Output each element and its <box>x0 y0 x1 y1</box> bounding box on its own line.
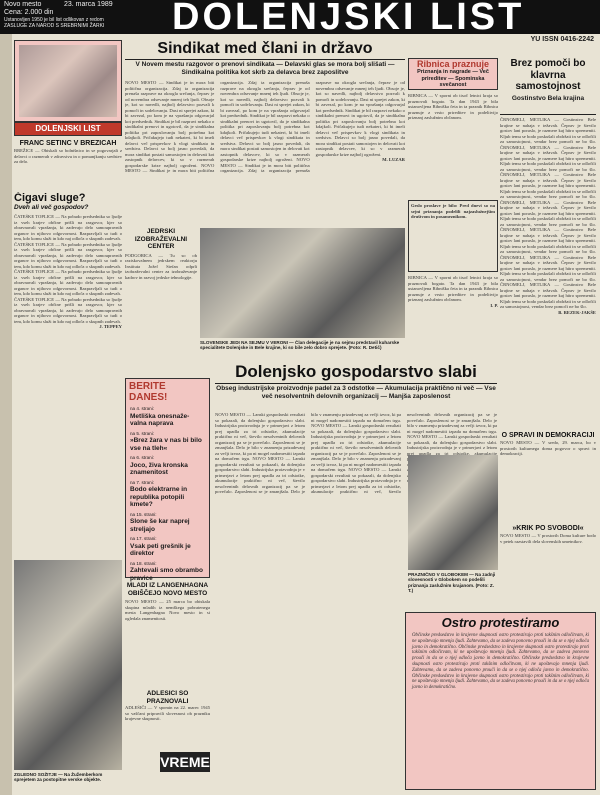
ostro-body-text-repeat-2: Občinske predsedstvo in krajevne skupnosti ostro protestirajo proti takšnim odločitvam, ki ne upoštevajo mnenja ljudi. Zahtevamo, da se zadeva ponovno prouči in da se o njej odloča javno in demokratično. <box>412 656 589 673</box>
adlesici-body: ADLEŠIČI — V spomin na 22. marec 1945 so vaščani pripravili slovesnost ob prazniku krajevne skupnosti. <box>125 705 210 721</box>
right-body-text: ČRNOMELJ, METLIKA — Gostinstvo Bele krajine se nahaja v težavah. Čeprav je število gostov lani poraslo, je razmere kaj hitro spremeniti. Kljub temu se bodo poskušali obdržati in se odločili za samostojnost, vendar brez pomoči ne bo šlo. <box>500 117 596 144</box>
berite-danes-box <box>125 378 210 582</box>
right-body-text-repeat: ČRNOMELJ, METLIKA — Gostinstvo Bele krajine se nahaja v težavah. Čeprav je število gostov lani poraslo, je razmere kaj hitro spremeniti. Kljub temu se bodo poskušali obdržati in se odločili za samostojnost, vendar brez pomoči ne bo šlo. <box>500 144 596 172</box>
ostro-body-text: Občinske predsedstvo in krajevne skupnosti ostro protestirajo proti takšnim odločitvam, ki ne upoštevajo mnenja ljudi. Zahtevamo, da se zadeva ponovno prouči in da se o njej odloča javno in demokratično. <box>412 633 589 650</box>
gosp-body-text-repeat: NOVO MESTO — Lanski gospodarski rezultati so pokazali, da dolenjsko gospodarstvo slabi. Industrijska proizvodnja je v primerjavi z letom prej upadla za tri odstotke, akumulacije praktično ni več, število nesolventnih delovnih organizacij pa se je povečalo. Zaposlenost se je zmanjšala. Delo je bilo v znamenju prizadevanj za večji izvoz, ki pa ni mogel nadomestiti izpada na domačem trgu. <box>215 412 401 494</box>
izobrazevalni-headline: JEDRSKI IZOBRAŽEVALNI CENTER <box>134 228 188 250</box>
right-body-text-repeat-3: ČRNOMELJ, METLIKA — Gostinstvo Bele krajine se nahaja v težavah. Čeprav je število gostov lani poraslo, je razmere kaj hitro spremeniti. Kljub temu se bodo poskušali obdržati in se odločili za samostojnost, vendar brez pomoči ne bo šlo. <box>500 199 596 227</box>
ribnica-header-box <box>408 58 498 90</box>
krik-body: NOVO MESTO — V prostorih Doma kulture bodo v petek razstavili dela slovenskih umetnikov. <box>500 533 596 544</box>
right-body-text-repeat-4: ČRNOMELJ, METLIKA — Gostinstvo Bele krajine se nahaja v težavah. Čeprav je število gostov lani poraslo, je razmere kaj hitro spremeniti. Kljub temu se bodo poskušali obdržati in se odločili za samostojnost, vendar brez pomoči ne bo šlo. <box>500 227 596 254</box>
right-body-text-repeat-6: ČRNOMELJ, METLIKA — Gostinstvo Bele krajine se nahaja v težavah. Čeprav je število gostov lani poraslo, je razmere kaj hitro spremeniti. Kljub temu se bodo poskušali obdržati in se odločili za samostojnost, vendar brez pomoči ne bo šlo. <box>500 282 596 309</box>
left-story-1-body: BREŽICE — Obiskali so bolnišnico in se pogovarjali z delavci o razmerah v zdravstvu in o pomanjkanju sredstev za delo. <box>14 148 122 164</box>
church-photo-caption: ZGLEDNO SOŽITJE — Na Žužemberkom sprejetem za postopitne verske objekte. <box>14 772 103 783</box>
left-story-2-body: ČATEŠKE TOPLICE — Na pobudo predsednika so ljudje iz vseh krajev občine prišli na razgovor, kjer so obravnavali vprašanja, ki zadevajo delo samoupravnih organov in njihovo odgovornost. Razpravljali so tudi o tem, kdo komu služi in kdo naj odloča o skupnih zadevah. <box>14 214 122 241</box>
promo-banner <box>14 122 122 136</box>
right-headline-wrap <box>500 58 596 112</box>
divider <box>215 383 497 384</box>
gosp-body-text-repeat-3: NOVO MESTO — Lanski gospodarski rezultati so pokazali, da dolenjsko gospodarstvo slabi. Industrijska proizvodnja je v primerjavi z letom prej upadla za tri odstotke, akumulacije praktično ni več, število nesolventnih delovnih organizacij pa se je povečalo. Zaposlenost se je zmanjšala. Delo je bilo v znamenju prizadevanj za večji izvoz, ki pa ni mogel nadomestiti izpada na domačem trgu. <box>311 412 497 494</box>
adlesici-headline: ADLEŠIČI SO PRAZNOVALI <box>146 690 189 705</box>
lead-headline-wrap <box>125 40 405 58</box>
issue-price: Cena: 2.000 din <box>4 9 54 16</box>
vreme-box: VREME <box>160 754 210 770</box>
right-signature: B. REZEK-JAKŠE <box>558 309 596 315</box>
langenhagen-headline: MLADI IZ LANGENHAGNA OBIŠČEJO NOVO MESTO <box>126 582 209 597</box>
left-story-2-body-repeat: ČATEŠKE TOPLICE — Na pobudo predsednika so ljudje iz vseh krajev občine prišli na razgovor, kjer so obravnavali vprašanja, ki zadevajo delo samoupravnih organov in njihovo odgovornost. Razpravljali so tudi o tem, kdo komu služi in kdo naj odloča o skupnih zadevah. <box>14 241 122 269</box>
izobrazevalni-story <box>125 228 197 358</box>
left-story-2-body-repeat-2: ČATEŠKE TOPLICE — Na pobudo predsednika so ljudje iz vseh krajev občine prišli na razgovor, kjer so obravnavali vprašanja, ki zadevajo delo samoupravnih organov in njihovo odgovornost. Razpravljali so tudi o tem, kdo komu služi in kdo naj odloča o skupnih zadevah. <box>14 269 122 296</box>
adlesici-story <box>125 690 210 745</box>
ostro-body-text-repeat: Občinske predsedstvo in krajevne skupnosti ostro protestirajo proti takšnim odločitvam, ki ne upoštevajo mnenja ljudi. Zahtevamo, da se zadeva ponovno prouči in da se o njej odloča javno in demokratično. <box>412 644 589 662</box>
krik-story <box>500 525 596 605</box>
newspaper-title: DOLENJSKI LIST <box>172 0 525 38</box>
globoko-photo <box>408 455 498 570</box>
sprava-story <box>500 432 596 512</box>
berite-item[interactable]: na 15. strani: Slone še kar naprej streljajo <box>130 511 190 533</box>
lead-deck: V Novem mestu razgovor o prenovi sindikata — Delavski glas se mora bolj slišati — Sindikalna politika kot skrb za delavca brez zaposlitve <box>135 61 395 76</box>
left-story-2 <box>14 192 122 552</box>
gosp-body-text: NOVO MESTO — Lanski gospodarski rezultati so pokazali, da dolenjsko gospodarstvo slabi. Industrijska proizvodnja je v primerjavi z letom prej upadla za tri odstotke, akumulacije praktično ni več, število nesolventnih delovnih organizacij pa se je povečalo. Zaposlenost se je zmanjšala. Delo je bilo v znamenju prizadevanj za večji izvoz, ki pa ni mogel nadomestiti izpada na domačem trgu. <box>215 412 305 461</box>
ribnica-inset-box <box>408 200 498 272</box>
divider <box>500 114 596 115</box>
berite-headline: BERITE DANES! <box>129 381 168 403</box>
left-promo-box <box>14 40 122 122</box>
lead-deck-wrap <box>125 61 405 77</box>
berite-list <box>126 405 209 582</box>
lead-body-text-repeat: NOVO MESTO — Sindikat je in mora biti politična organizacija. Zdaj ta organizacija prenaša razprave na okrogla srečanja, čeprav je od novembra odsevanje mnenj teh ljudi. Obsoje je, kot so navedli, najbolj delavstvo pozvali k pomoči in sodelovanju. Dasi ni sprejet zakon, ki bi zavezal, po kom je na vprašanja odgovarjal kot predsednik. Sindikat je bil razpravi nekako o sindikalni prenovi in ugotovil, da je sindikalna politika pri zaposlovanju bolj potrebna kot kdajkoli. Pričakujejo tudi nekateri, ki bi imeli delavci več prispevkov k vlogi sindikata in sredstva. Delavci so bolj jasno povedali, da mora sindikat postati samostojen in delovati kot zastopnik delavcev, ki so v razmerah gospodarske krize najbolj ogroženi. <box>125 80 310 173</box>
left-story-2-body-repeat-3: ČATEŠKE TOPLICE — Na pobudo predsednika so ljudje iz vseh krajev občine prišli na razgovor, kjer so obravnavali vprašanja, ki zadevajo delo samoupravnih organov in njihovo odgovornost. Razpravljali so tudi o tem, kdo komu služi in kdo naj odloča o skupnih zadevah. <box>14 296 122 324</box>
issn: YU ISSN 0416-2242 <box>530 36 594 43</box>
divider <box>125 59 405 60</box>
lead-headline: Sindikat med člani in državo <box>157 40 373 57</box>
right-body <box>500 117 596 427</box>
ostro-headline: Ostro protestiramo <box>441 615 560 630</box>
gosp-deck-wrap <box>215 385 497 409</box>
veronа-fair-photo <box>200 228 405 338</box>
sprava-headline: O SPRAVI IN DEMOKRACIJI <box>501 432 595 439</box>
promo-image <box>19 45 117 117</box>
berite-item[interactable]: na 4. strani: Metliška onesnaže-valna naprava <box>130 406 190 427</box>
langenhagen-body: NOVO MESTO — 25 marca bo obiskala skupina mladih iz nemškega pobratenega mesta Langenhagna Novo mesto in si ogledala znamenitosti. <box>125 599 210 621</box>
ribnica-body <box>408 93 498 198</box>
left-story-2-headline: Čigavi sluge? <box>14 192 86 204</box>
ostro-body-text-repeat-3: Občinske predsedstvo in krajevne skupnosti ostro protestirajo proti takšnim odločitvam, ki ne upoštevajo mnenja ljudi. Zahtevamo, da se zadeva ponovno prouči in da se o njej odloča javno in demokratično. <box>412 673 589 691</box>
church-photo <box>14 560 122 770</box>
sprava-body: NOVO MESTO — V sredo, 29. marca, bo v prostorih kulturnega doma pogovor o spravi in demokraciji. <box>500 440 596 456</box>
lead-body <box>125 80 405 225</box>
left-story-1-headline: FRANC ŠETINC V BREŽICAH <box>19 140 117 147</box>
gosp-deck: Obseg industrijske proizvodnje padel za 3 odstotke — Akumulacija praktično ni več — Vse več nesolventnih delovnih organizacij — Manjša zaposlenost <box>216 385 496 400</box>
right-body-text-repeat-5: ČRNOMELJ, METLIKA — Gostinstvo Bele krajine se nahaja v težavah. Čeprav je število gostov lani poraslo, je razmere kaj hitro spremeniti. Kljub temu se bodo poskušali obdržati in se odločili za samostojnost, vendar brez pomoči ne bo šlo. <box>500 254 596 282</box>
ostro-body <box>406 630 595 694</box>
gosp-body-text-repeat-4: NOVO MESTO — Lanski gospodarski rezultati so pokazali, da dolenjsko gospodarstvo slabi. Industrijska proizvodnja je v primerjavi z letom prej upadla za tri odstotke, akumulacije <box>407 434 497 456</box>
globoko-caption: PRAZNIČNO V GLOBOKEM — Na zadnji slovesnosti v Globokem so podelili priznanja zaslužnim krajanom. (Foto: Z. T.) <box>408 572 496 594</box>
verona-photo-caption: SLOVENSKE JEDI NA SEJMU V VERONI — Član delegacije je na sejmu predstavil kuharske specialitete Dolenjske in Bele krajine, ki so bile zelo dobro sprejete. (Foto: R. Detič) <box>200 340 400 351</box>
ribnica-deck: Priznanja in nagrade — Več prireditev — Spominska svečanost <box>417 69 489 88</box>
lead-body-text: NOVO MESTO — Sindikat je in mora biti politična organizacija. Zdaj ta organizacija prenaša razprave na okrogla srečanja, čeprav je od novembra odsevanje mnenj teh ljudi. Obsoje je, kot so navedli, najbolj delavstvo pozvali k pomoči in sodelovanju. Dasi ni sprejet zakon, ki bi zavezal, po kom je na vprašanja odgovarjal kot predsednik. Sindikat je bil razpravi nekako o sindikalni prenovi in ugotovil, da je sindikalna politika pri zaposlovanju bolj potrebna kot kdajkoli. Pričakujejo tudi nekateri, ki bi imeli delavci več prispevkov k vlogi sindikata in sredstva. Delavci so bolj jasno povedali, da mora sindikat postati samostojen in delovati kot zastopnik delavcev, ki so v razmerah gospodarske krize najbolj ogroženi. <box>125 80 215 168</box>
right-body-text-repeat-2: ČRNOMELJ, METLIKA — Gostinstvo Bele krajine se nahaja v težavah. Čeprav je število gostov lani poraslo, je razmere kaj hitro spremeniti. Kljub temu se bodo poskušali obdržati in se odločili za samostojnost, vendar brez pomoči ne bo šlo. <box>500 172 596 199</box>
gosp-body-text-repeat-2: NOVO MESTO — Lanski gospodarski rezultati so pokazali, da dolenjsko gospodarstvo slabi. Industrijska proizvodnja je v primerjavi z letom prej upadla za tri odstotke, akumulacije praktično ni več, število nesolventnih delovnih organizacij pa se je povečalo. Zaposlenost se je zmanjšala. Delo je bilo v znamenju prizadevanj za večji izvoz, ki pa ni mogel nadomestiti izpada na domačem trgu. <box>311 423 401 472</box>
masthead-note-2: ZASLUGE ZA NAROD S SREBRNIMI ŽARKI <box>4 23 105 29</box>
issue-place: Novo mesto <box>4 1 42 8</box>
ribnica-inset-text: Geslo proslave je bilo: Pred dnevi so na sejni priznanja podelili najzaslužnejšim društvom in posameznikom. <box>411 203 495 219</box>
lead-body-text-repeat-2: NOVO MESTO — Sindikat je in mora biti politična organizacija. Zdaj ta organizacija prenaša razprave na okrogla srečanja, čeprav je od novembra odsevanje mnenj teh ljudi. Obsoje je, kot so navedli, najbolj delavstvo pozvali k pomoči in sodelovanju. Dasi ni sprejet zakon, ki bi zavezal, po kom je na vprašanja odgovarjal kot predsednik. Sindikat je bil razpravi nekako o sindikalni prenovi in ugotovil, da je sindikalna politika pri zaposlovanju bolj potrebna kot kdajkoli. Pričakujejo tudi nekateri, ki bi imeli delavci več prispevkov k vlogi sindikata in sredstva. Delavci so bolj jasno povedali, da mora sindikat postati samostojen in delovati kot zastopnik delavcev, ki so v razmerah gospodarske krize najbolj ogroženi. <box>220 80 405 173</box>
left-story-1 <box>14 140 122 190</box>
ribnica-signature: I. P. <box>490 302 498 308</box>
berite-item[interactable]: na 6. strani: Joco, živa kronska znamenitost <box>130 455 188 476</box>
ribnica-body-2-text: RIBNICA — V sporni ob tisoč letnici kraja so praznovali bogato. Ta dan 1943 je bila ustanovljena Ribniška četa in ta praznik Ribnica praznuje z vrsto prireditev in podelitvijo priznanj zaslužnim občanom. <box>408 275 498 302</box>
ribnica-body-2 <box>408 275 498 365</box>
issue-date: 23. marca 1989 <box>64 1 113 8</box>
masthead-note-1: Ustanovljen 1950 je bil list odlikovan z redom <box>4 17 104 23</box>
berite-item[interactable]: na 18. strani: Zahtevali smo obrambo pravice <box>130 560 203 582</box>
masthead <box>0 0 600 38</box>
ribnica-body-text: RIBNICA — V sporni ob tisoč letnici kraja so praznovali bogato. Ta dan 1943 je bila ustanovljena Ribniška četa in ta praznik Ribnica praznuje z vrsto prireditev in podelitvijo priznanj zaslužnim občanom. <box>408 93 498 120</box>
berite-item[interactable]: na 5. strani: »Brez žara v nas bi bilo vse na tleh« <box>130 430 202 452</box>
masthead-info <box>4 1 113 29</box>
left-story-2-subhead: Dveh ali več gospodov? <box>14 204 89 211</box>
left-edge-strip <box>0 34 12 795</box>
izobrazevalni-body: PODGORICA — Tu so ob raziskovalnem jedrskem reaktorju Instituta Jožef Stefan odprli izobraževalni center za izobraževanje kadrov in razvoj jedrske tehnologije. <box>125 252 197 280</box>
berite-item[interactable]: na 17. strani: Vsak peti grešnik je direktor <box>130 536 191 557</box>
promo-banner-text: DOLENJSKI LIST <box>35 124 101 133</box>
gosp-headline-wrap <box>215 362 497 382</box>
left-story-2-signature: J. TEPPEY <box>99 324 122 329</box>
krik-headline: »KRIK PO SVOBODI« <box>512 525 584 532</box>
lead-signature: M. LUZAR <box>382 157 405 162</box>
right-headline: Brez pomoči bo klavrna samostojnost <box>510 58 586 92</box>
gosp-headline: Dolenjsko gospodarstvo slabi <box>235 362 477 381</box>
berite-item[interactable]: na 7. strani: Bodo elektrarne in republika potopili kmete? <box>130 479 188 508</box>
ostro-box <box>405 612 596 790</box>
langenhagen-story <box>125 582 210 682</box>
right-subhead: Gostinstvo Bela krajina <box>511 94 585 102</box>
ribnica-headline: Ribnica praznuje <box>416 59 489 69</box>
